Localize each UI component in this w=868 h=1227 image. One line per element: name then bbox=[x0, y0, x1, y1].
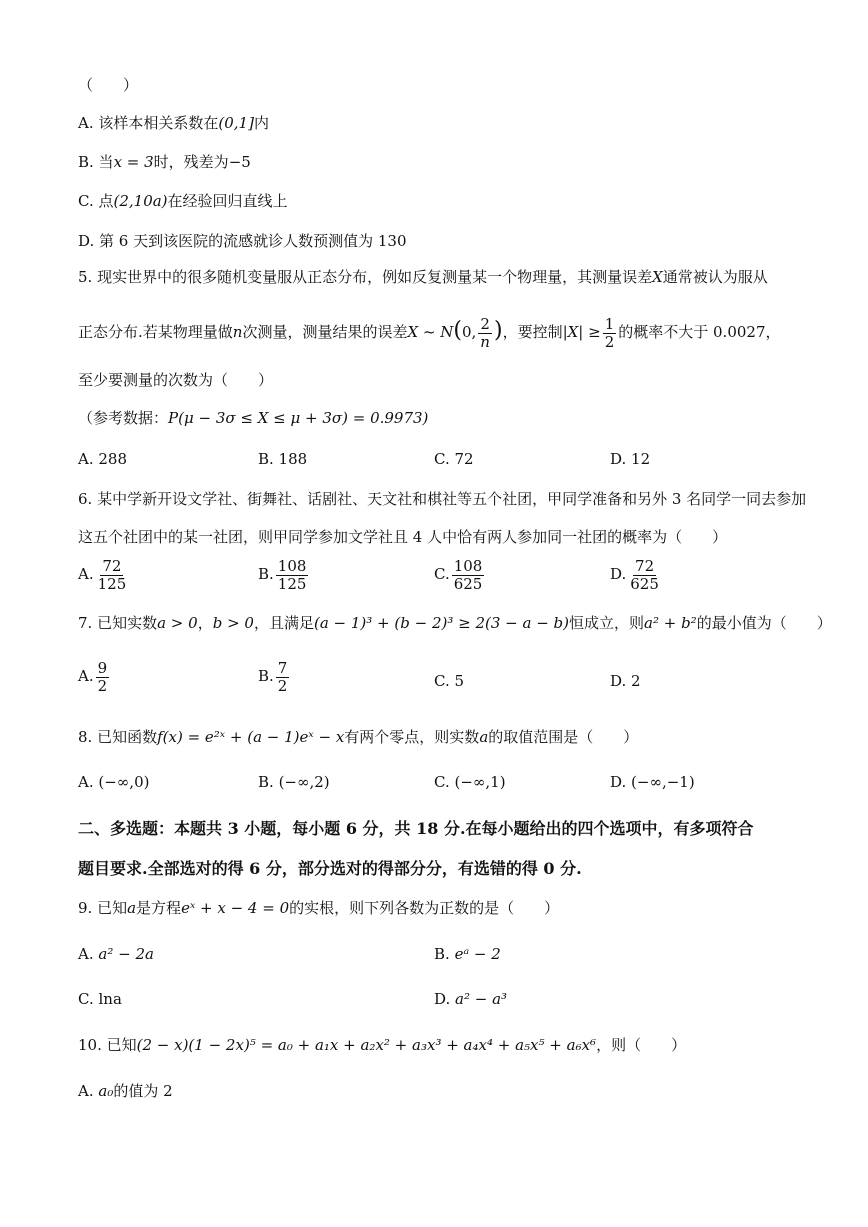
q9-line1: 9. 已知a是方程eˣ + x − 4 = 0的实根，则下列各数为正数的是（ ） bbox=[78, 899, 560, 917]
q5-line1: 5. 现实世界中的很多随机变量服从正态分布，例如反复测量某一个物理量，其测量误差X通常被认为服从 bbox=[78, 268, 768, 286]
q4-option-c: C. 点(2,10a)在经验回归直线上 bbox=[78, 192, 288, 210]
q8-option-d: D. (−∞,−1) bbox=[610, 773, 695, 791]
q9-option-c: C. lna bbox=[78, 990, 122, 1008]
q5-reference: （参考数据：P(μ − 3σ ≤ X ≤ μ + 3σ) = 0.9973) bbox=[78, 409, 429, 427]
q5-option-b: B. 188 bbox=[258, 450, 308, 468]
q4-option-b: B. 当x = 3时，残差为−5 bbox=[78, 153, 251, 171]
q8-option-a: A. (−∞,0) bbox=[78, 773, 150, 791]
q5-line2: 正态分布.若某物理量做n次测量，测量结果的误差X ~ N(0, $\frac{2}{n}$ )，要控制|X| ≥ $\frac{1}{2}$ 的概率不大于 0.0027， bbox=[78, 315, 781, 351]
q7-line1: 7. 已知实数a > 0，b > 0，且满足(a − 1)³ + (b − 2)³ ≥ 2(3 − a − b)恒成立，则a² + b²的最小值为（ ） bbox=[78, 614, 832, 632]
q9-option-a: A. a² − 2a bbox=[78, 945, 154, 963]
q4-paren: （ ） bbox=[78, 76, 139, 94]
q6-option-d: D. $\frac{72}{625}$ bbox=[610, 557, 659, 593]
q9-option-b: B. eᵃ − 2 bbox=[434, 945, 501, 963]
q10-option-a: A. a₀的值为 2 bbox=[78, 1082, 173, 1100]
q7-option-a: A. $\frac{9}{2}$ bbox=[78, 659, 108, 695]
q5-option-c: C. 72 bbox=[434, 450, 474, 468]
q8-option-c: C. (−∞,1) bbox=[434, 773, 506, 791]
q5-option-d: D. 12 bbox=[610, 450, 651, 468]
section2-heading-line2: 题目要求.全部选对的得 6 分，部分选对的得部分分，有选错的得 0 分. bbox=[78, 859, 582, 878]
q9-option-d: D. a² − a³ bbox=[434, 990, 508, 1008]
q4-option-a: A. 该样本相关系数在(0,1]内 bbox=[78, 114, 269, 132]
q8-line1: 8. 已知函数f(x) = e²ˣ + (a − 1)eˣ − x有两个零点，则实数a的取值范围是（ ） bbox=[78, 728, 639, 746]
q5-option-a: A. 288 bbox=[78, 450, 127, 468]
q6-line2: 这五个社团中的某一社团，则甲同学参加文学社且 4 人中恰有两人参加同一社团的概率为（ ） bbox=[78, 528, 728, 546]
q6-option-c: C. $\frac{108}{625}$ bbox=[434, 557, 483, 593]
q8-option-b: B. (−∞,2) bbox=[258, 773, 330, 791]
q7-option-d: D. 2 bbox=[610, 672, 641, 690]
q10-line1: 10. 已知(2 − x)(1 − 2x)⁵ = a₀ + a₁x + a₂x² + a₃x³ + a₄x⁴ + a₅x⁵ + a₆x⁶，则（ ） bbox=[78, 1036, 687, 1054]
q4-option-d: D. 第 6 天到该医院的流感就诊人数预测值为 130 bbox=[78, 232, 407, 250]
q7-option-c: C. 5 bbox=[434, 672, 465, 690]
q6-option-a: A. $\frac{72}{125}$ bbox=[78, 557, 127, 593]
q7-option-b: B. $\frac{7}{2}$ bbox=[258, 659, 288, 695]
q5-line3: 至少要测量的次数为（ ） bbox=[78, 371, 274, 389]
section2-heading-line1: 二、多选题：本题共 3 小题，每小题 6 分，共 18 分.在每小题给出的四个选项中，有多项符合 bbox=[78, 819, 754, 838]
q6-line1: 6. 某中学新开设文学社、街舞社、话剧社、天文社和棋社等五个社团，甲同学准备和另外 3 名同学一同去参加 bbox=[78, 490, 807, 508]
q6-option-b: B. $\frac{108}{125}$ bbox=[258, 557, 307, 593]
